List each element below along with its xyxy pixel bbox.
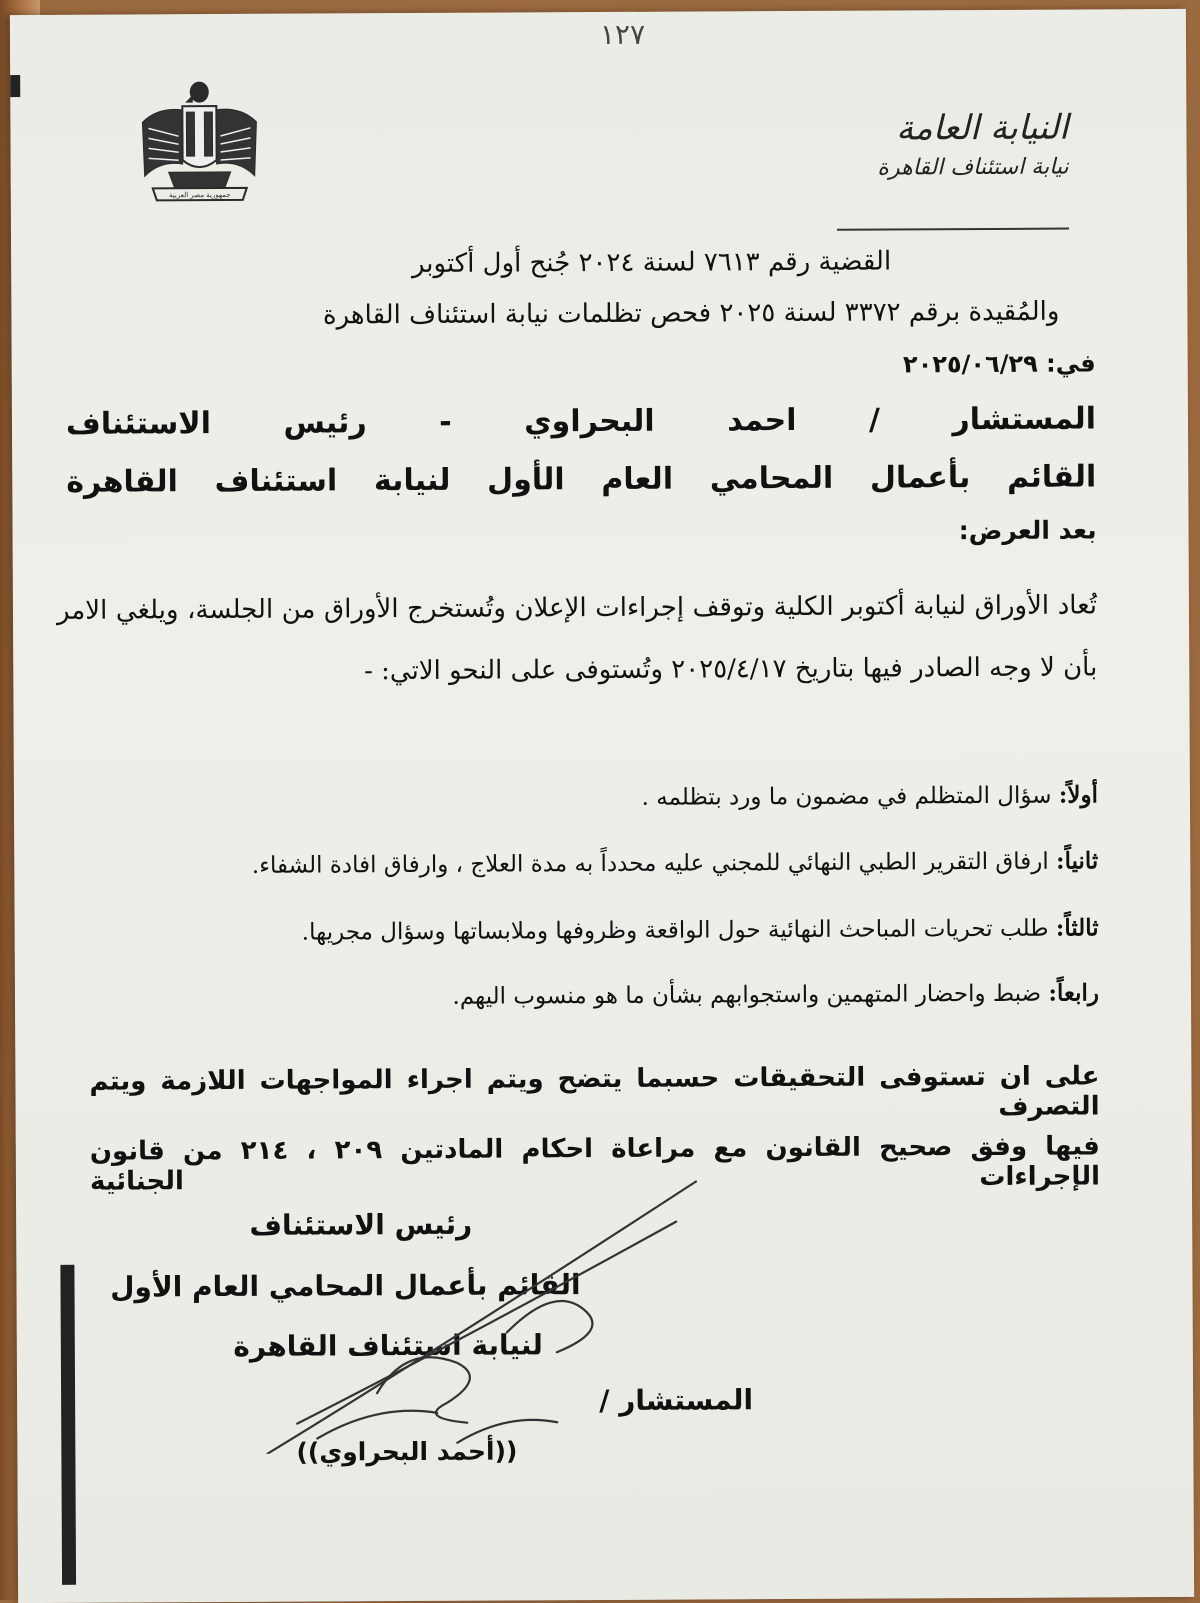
office-name: نيابة استئناف القاهرة [877, 154, 1069, 181]
after-review-heading: بعد العرض: [958, 515, 1097, 546]
page-number-mark: ١٢٧ [599, 17, 646, 51]
signatory-title: رئيس الاستئناف [249, 1207, 473, 1242]
item-text: طلب تحريات المباحث النهائية حول الواقعة وظروفها وملابساتها وسؤال مجريها. [301, 915, 1056, 946]
authority-name: النيابة العامة [896, 107, 1069, 149]
closing-line-2: فيها وفق صحيح القانون مع مراعاة احكام المادتين ٢٠٩ ، ٢١٤ من قانون الإجراءات الجنائية [89, 1131, 1101, 1197]
case-registry-line: والمُقيدة برقم ٣٣٧٢ لسنة ٢٠٢٥ فحص تظلمات نيابة استئناف القاهرة [322, 296, 1060, 331]
authority-header [768, 108, 1068, 181]
body-paragraph: تُعاد الأوراق لنيابة أكتوبر الكلية وتوقف إجراءات الإعلان وتُستخرج الأوراق من الجلسة، ويلغي الامر بأن لا وجه الصادر فيها بتاريخ ٢٠٢٥/٤/١٧ وتُستوفى على النحو الاتي: - [56, 590, 1098, 687]
addressee-line-2: القائم بأعمال المحامي العام الأول لنيابة استئناف القاهرة [66, 459, 1097, 500]
edge-mark [60, 1265, 76, 1585]
closing-line-1: على ان تستوفى التحقيقات حسبما يتضح ويتم اجراء المواجهات اللازمة ويتم التصرف [89, 1061, 1100, 1122]
signatory-rank: المستشار / [599, 1383, 754, 1418]
signatory-name: ((أحمد البحراوي)) [296, 1436, 518, 1467]
signatory-office: لنيابة استئناف القاهرة [233, 1328, 543, 1363]
emblem-caption: جمهورية مصر العربية [168, 190, 231, 200]
document-page [10, 9, 1194, 1603]
item-lead: أولاً: [1058, 781, 1099, 809]
instruction-item [452, 979, 1099, 1009]
edge-mark [10, 75, 20, 97]
item-lead: ثانياً: [1055, 847, 1099, 875]
addressee-line-1: المستشار / احمد البحراوي - رئيس الاستئناف [65, 401, 1097, 442]
instruction-item [302, 914, 1099, 945]
case-number-line: القضية رقم ٧٦١٣ لسنة ٢٠٢٤ جُنح أول أكتوبر [411, 246, 892, 279]
header-divider [837, 228, 1069, 231]
instruction-item [642, 781, 1098, 810]
instruction-item [252, 847, 1099, 878]
item-text: ضبط واحضار المتهمين واستجوابهم بشأن ما هو منسوب اليهم. [452, 980, 1049, 1010]
eagle-emblem-icon [138, 76, 261, 217]
document-date: في: ٢٠٢٥/٠٦/٢٩ [902, 349, 1096, 379]
signatory-role: القائم بأعمال المحامي العام الأول [110, 1268, 581, 1304]
item-lead: ثالثاً: [1055, 914, 1099, 942]
item-text: سؤال المتظلم في مضمون ما ورد بتظلمه . [641, 782, 1059, 811]
item-lead: رابعاً: [1048, 979, 1100, 1007]
handwritten-signature [256, 1161, 728, 1453]
item-text: ارفاق التقرير الطبي النهائي للمجني عليه محدداً به مدة العلاج ، وارفاق افادة الشفاء. [251, 848, 1057, 879]
